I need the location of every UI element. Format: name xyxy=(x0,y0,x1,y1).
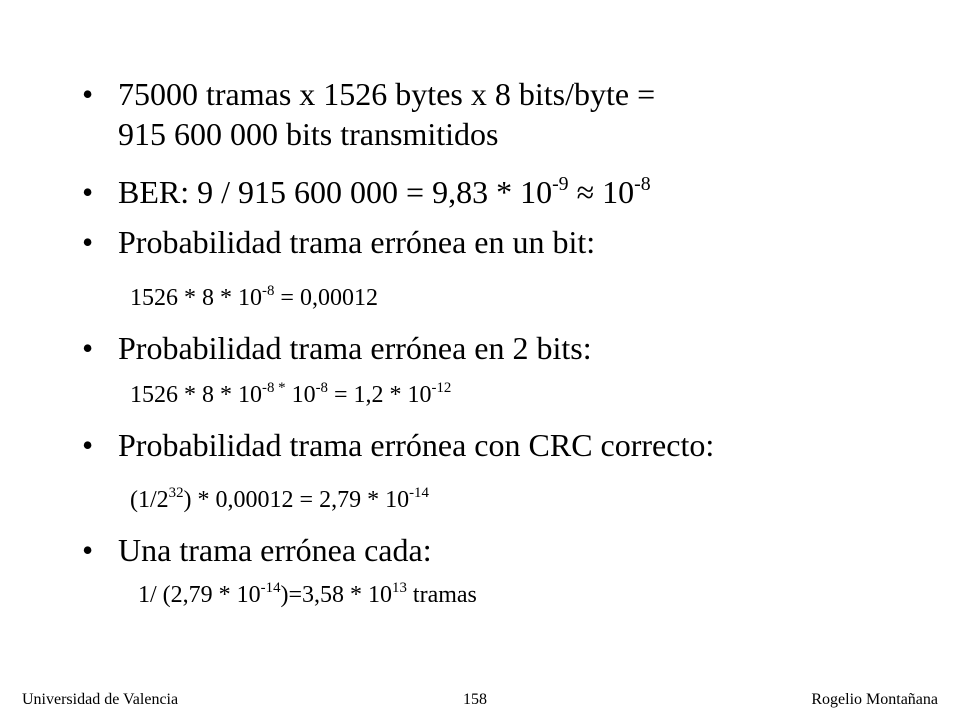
bullet-text xyxy=(118,74,655,154)
superscript-exponent: -8 xyxy=(315,380,328,397)
text-segment: 915 600 000 bits transmitidos xyxy=(118,116,499,152)
text-segment: 75000 tramas x 1526 bytes x 8 bits/byte = xyxy=(118,76,656,112)
text-segment: (1/2 xyxy=(130,487,169,513)
superscript-exponent: -8 xyxy=(634,173,651,196)
text-segment: 1/ (2,79 * 10 xyxy=(138,582,261,608)
superscript-exponent: -8 xyxy=(262,283,275,300)
bullet-text xyxy=(118,172,651,212)
text-segment: ≈ 10 xyxy=(568,174,635,210)
bullet-text xyxy=(118,425,714,465)
bullet-text xyxy=(118,328,592,368)
bullet-dot: • xyxy=(82,76,94,112)
superscript-exponent: -14 xyxy=(409,485,429,502)
text-segment: tramas xyxy=(406,582,477,608)
text-segment: Probabilidad trama errónea en un bit: xyxy=(118,224,596,260)
text-segment: = 0,00012 xyxy=(274,285,378,311)
superscript-exponent: -9 xyxy=(552,173,569,196)
footer-author: Rogelio Montañana xyxy=(811,691,938,708)
bullet-dot: • xyxy=(82,532,94,568)
superscript-exponent: -14 xyxy=(260,580,281,597)
text-segment: Una trama errónea cada: xyxy=(118,532,432,568)
text-segment: = 1,2 * 10 xyxy=(327,382,432,408)
text-segment: )=3,58 * 10 xyxy=(280,582,393,608)
superscript-exponent: -8 * xyxy=(262,380,286,397)
rich-line xyxy=(118,114,655,154)
rich-line xyxy=(118,74,655,114)
bullet-dot: • xyxy=(82,174,94,210)
bullet-text xyxy=(118,222,595,262)
text-segment: 1526 * 8 * 10 xyxy=(130,382,262,408)
bullet-dot: • xyxy=(82,427,94,463)
formula-one-bit xyxy=(130,283,378,313)
superscript-exponent: 32 xyxy=(168,485,184,502)
text-segment: 1526 * 8 * 10 xyxy=(130,285,262,311)
text-segment: ) * 0,00012 = 2,79 * 10 xyxy=(183,487,410,513)
footer-university: Universidad de Valencia xyxy=(22,691,179,708)
formula-crc xyxy=(130,485,429,515)
text-segment: Probabilidad trama errónea en 2 bits: xyxy=(118,330,592,366)
formula-frames xyxy=(138,580,477,610)
footer-page-number: 158 xyxy=(463,691,487,708)
text-segment: Probabilidad trama errónea con CRC correcto: xyxy=(118,427,715,463)
bullet-dot: • xyxy=(82,224,94,260)
superscript-exponent: -12 xyxy=(431,380,452,397)
superscript-exponent: 13 xyxy=(392,580,407,597)
bullet-text xyxy=(118,530,432,570)
formula-two-bits xyxy=(130,380,451,410)
text-segment: BER: 9 / 915 600 000 = 9,83 * 10 xyxy=(118,174,553,210)
bullet-dot: • xyxy=(82,330,94,366)
text-segment: 10 xyxy=(285,382,316,408)
